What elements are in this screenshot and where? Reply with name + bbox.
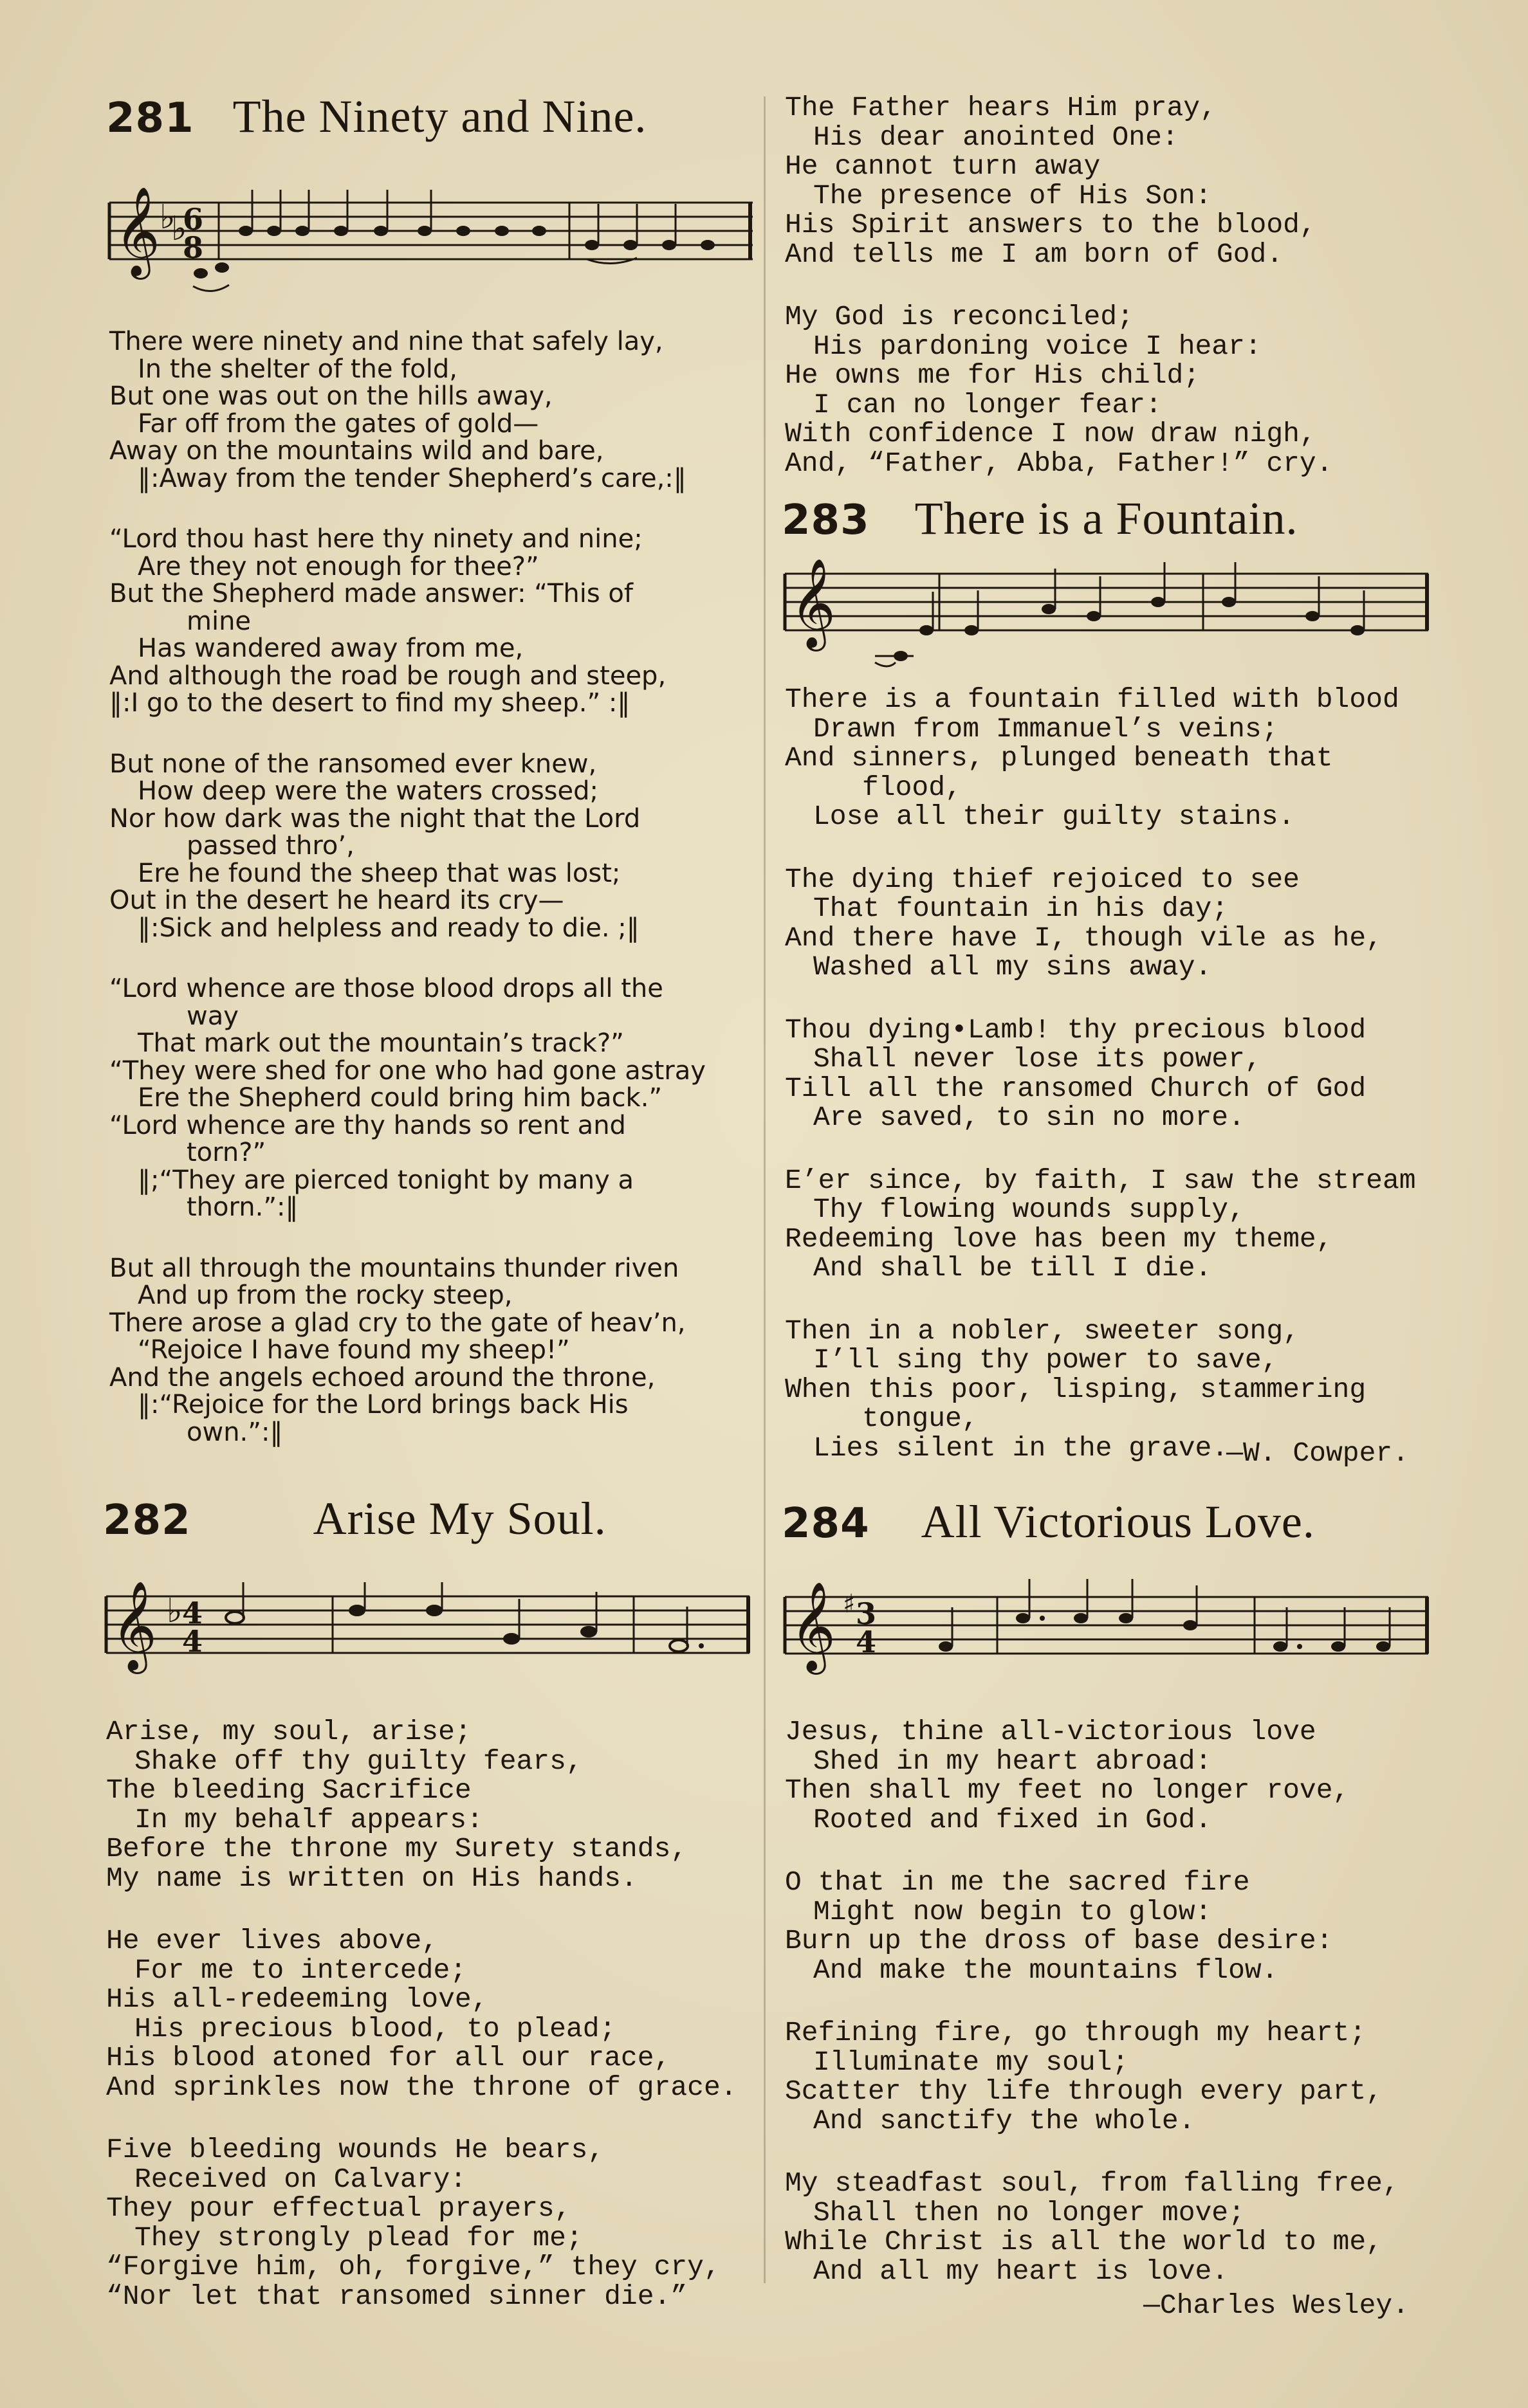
- verse-line: I can no longer fear:: [813, 388, 1162, 421]
- hymn-title: Arise My Soul.: [313, 1493, 607, 1544]
- verse-line: How deep were the waters crossed;: [138, 776, 598, 806]
- hymn-282-continued-verses: [785, 93, 1333, 511]
- verse-line: His dear anointed One:: [813, 121, 1179, 153]
- verse-line: Shall then no longer move;: [813, 2196, 1245, 2229]
- svg-text:4: 4: [856, 1625, 877, 1659]
- hymn-title: There is a Fountain.: [914, 493, 1298, 544]
- verse-line: He owns me for His child;: [785, 360, 1201, 391]
- verse-line: “Rejoice I have found my sheep!”: [138, 1335, 570, 1365]
- verse-line: And, “Father, Abba, Father!” cry.: [785, 447, 1333, 479]
- verse-3: [785, 1016, 1416, 1133]
- verse-line: In the shelter of the fold,: [138, 354, 457, 384]
- verse-line: ‖:Away from the tender Shepherd’s care,:‖: [138, 463, 686, 493]
- verse-line: When this poor, lisping, stammering: [785, 1373, 1367, 1405]
- verse-line: “Lord whence are thy hands so rent and: [109, 1110, 626, 1140]
- verse-2: [106, 1926, 737, 2102]
- verse-line: ‖:Sick and helpless and ready to die. ;‖: [138, 913, 640, 943]
- verse-line: And the angels echoed around the throne,: [109, 1362, 656, 1392]
- verse-line: And tells me I am born of God.: [785, 238, 1284, 270]
- verse-line: Out in the desert he heard its cry—: [109, 886, 564, 915]
- verse-line: Far off from the gates of gold—: [138, 408, 539, 439]
- verse-line: passed thro’,: [187, 831, 354, 861]
- verse-line: And there have I, though vile as he,: [785, 922, 1383, 954]
- verse-line: Received on Calvary:: [134, 2163, 467, 2195]
- svg-text:𝄞: 𝄞: [790, 560, 836, 648]
- verse-line: He cannot turn away: [785, 150, 1101, 182]
- verse-line: And shall be till I die.: [813, 1252, 1212, 1284]
- svg-text:3: 3: [856, 1596, 877, 1631]
- column-divider: [764, 96, 766, 2283]
- verse-line: Lies silent in the grave.: [813, 1432, 1229, 1464]
- verse-line: flood,: [862, 771, 962, 803]
- hymn-284-music-staff: [778, 1579, 1435, 1682]
- verse-line: But one was out on the hills away,: [109, 381, 553, 411]
- verse-line: Shake off thy guilty fears,: [134, 1745, 583, 1777]
- hymn-284-header: [782, 1495, 1315, 1549]
- verse-line: ‖:“Rejoice for the Lord brings back His: [138, 1390, 629, 1419]
- hymn-283-header: [782, 492, 1298, 545]
- verse-line: His all-redeeming love,: [106, 1984, 488, 2015]
- svg-text:4: 4: [182, 1624, 203, 1659]
- verse-line: That mark out the mountain’s track?”: [138, 1028, 624, 1058]
- verse-line: And although the road be rough and steep,: [109, 661, 667, 691]
- verse-line: My God is reconciled;: [785, 301, 1134, 333]
- verse-line: They pour effectual prayers,: [106, 2193, 571, 2224]
- verse-line: The bleeding Sacrifice: [106, 1774, 472, 1806]
- verse-line: And sprinkles now the throne of grace.: [106, 2071, 737, 2103]
- verse-line: Has wandered away from me,: [138, 634, 524, 663]
- hymn-281-header: [106, 90, 647, 143]
- verse-line: thorn.”:‖: [187, 1192, 299, 1222]
- verse-line: O that in me the sacred fire: [785, 1866, 1250, 1898]
- verse-line: “Lord whence are those blood drops all the: [109, 974, 663, 1003]
- verse-1: [785, 1717, 1399, 1834]
- verse-line: Refining fire, go through my heart;: [785, 2017, 1367, 2048]
- hymn-282-music-staff: [100, 1582, 756, 1685]
- verse-3: [109, 751, 706, 942]
- verse-line: The presence of His Son:: [813, 179, 1212, 212]
- hymn-282-header: [103, 1492, 607, 1546]
- hymn-281-verses: [109, 328, 706, 1479]
- verse-line: His precious blood, to plead;: [134, 2012, 616, 2045]
- verse-line: That fountain in his day;: [813, 893, 1229, 924]
- hymn-284-verses: [785, 1717, 1399, 2286]
- verse-line: “They were shed for one who had gone astray: [109, 1055, 706, 1086]
- verse-line: Ere he found the sheep that was lost;: [138, 858, 621, 888]
- verse-line: His pardoning voice I hear:: [813, 330, 1262, 362]
- hymn-title: The Ninety and Nine.: [232, 91, 647, 142]
- verse-line: But all through the mountains thunder riven: [109, 1253, 679, 1283]
- verse-line: Washed all my sins away.: [813, 951, 1212, 983]
- verse-line: way: [187, 1001, 239, 1031]
- verse-line: And up from the rocky steep,: [138, 1281, 513, 1310]
- verse-4: [785, 93, 1333, 269]
- verse-line: Might now begin to glow:: [813, 1895, 1212, 1928]
- verse-line: Thy flowing wounds supply,: [813, 1194, 1245, 1225]
- hymn-number: 282: [103, 1497, 191, 1544]
- verse-5: [109, 1255, 706, 1446]
- svg-text:♭: ♭: [171, 210, 187, 248]
- verse-line: mine: [187, 606, 252, 636]
- verse-line: Before the throne my Surety stands,: [106, 1833, 688, 1865]
- hymn-282-verses: [106, 1717, 737, 2344]
- verse-line: With confidence I now draw nigh,: [785, 418, 1316, 450]
- svg-text:𝄞: 𝄞: [790, 1582, 836, 1671]
- verse-1: [109, 328, 706, 492]
- verse-line: ‖;“They are pierced tonight by many a: [138, 1165, 634, 1195]
- verse-3: [785, 2018, 1399, 2135]
- verse-line: ‖:I go to the desert to find my sheep.” :‖: [109, 688, 631, 718]
- verse-line: And make the mountains flow.: [813, 1954, 1278, 1986]
- svg-text:♯: ♯: [843, 1589, 856, 1619]
- verse-line: Drawn from Immanuel’s veins;: [813, 713, 1278, 745]
- verse-line: torn?”: [187, 1138, 266, 1167]
- verse-4: [785, 1166, 1416, 1283]
- verse-line: But none of the ransomed ever knew,: [109, 749, 597, 779]
- verse-1: [785, 685, 1416, 832]
- verse-line: Jesus, thine all-victorious love: [785, 1716, 1316, 1747]
- verse-line: Thou dying•Lamb! thy precious blood: [785, 1014, 1367, 1046]
- svg-text:6: 6: [183, 202, 204, 237]
- verse-line: Are they not enough for thee?”: [138, 551, 539, 581]
- verse-line: Nor how dark was the night that the Lord: [109, 803, 641, 834]
- verse-line: His blood atoned for all our race,: [106, 2042, 671, 2074]
- svg-text:𝄞: 𝄞: [111, 1582, 157, 1670]
- verse-line: The Father hears Him pray,: [785, 92, 1217, 123]
- verse-line: My steadfast soul, from falling free,: [785, 2167, 1399, 2199]
- verse-line: “Nor let that ransomed sinner die.”: [106, 2280, 688, 2312]
- verse-line: While Christ is all the world to me,: [785, 2226, 1383, 2258]
- verse-line: For me to intercede;: [134, 1954, 467, 1986]
- verse-line: Scatter thy life through every part,: [785, 2075, 1383, 2107]
- verse-line: Redeeming love has been my theme,: [785, 1223, 1333, 1255]
- svg-text:♭: ♭: [160, 198, 176, 237]
- verse-3: [106, 2135, 737, 2311]
- hymn-number: 281: [106, 95, 194, 142]
- verse-line: There arose a glad cry to the gate of heav’n,: [109, 1308, 686, 1338]
- verse-2: [109, 525, 706, 717]
- hymn-title: All Victorious Love.: [921, 1496, 1315, 1547]
- verse-5: [785, 302, 1333, 478]
- verse-line: tongue,: [862, 1403, 979, 1434]
- verse-line: There is a fountain filled with blood: [785, 684, 1399, 715]
- verse-line: Then in a nobler, sweeter song,: [785, 1315, 1300, 1347]
- verse-2: [785, 865, 1416, 982]
- verse-line: Arise, my soul, arise;: [106, 1716, 472, 1747]
- verse-line: Away on the mountains wild and bare,: [109, 436, 604, 466]
- svg-text:♭: ♭: [167, 1592, 183, 1630]
- verse-line: Then shall my feet no longer rove,: [785, 1774, 1350, 1806]
- svg-text:𝄞: 𝄞: [115, 187, 160, 276]
- verse-line: I’ll sing thy power to save,: [813, 1344, 1278, 1376]
- verse-line: Five bleeding wounds He bears,: [106, 2134, 605, 2166]
- hymn-283-music-staff: [778, 560, 1435, 675]
- verse-line: Lose all their guilty stains.: [813, 801, 1295, 832]
- verse-line: Till all the ransomed Church of God: [785, 1072, 1367, 1104]
- verse-line: And sinners, plunged beneath that: [785, 742, 1333, 774]
- verse-line: But the Shepherd made answer: “This of: [109, 579, 633, 608]
- verse-line: And sanctify the whole.: [813, 2104, 1195, 2137]
- verse-line: His Spirit answers to the blood,: [785, 209, 1316, 241]
- verse-line: Shed in my heart abroad:: [813, 1745, 1212, 1777]
- verse-line: Shall never lose its power,: [813, 1043, 1262, 1075]
- hymn-283-verses: [785, 685, 1416, 1463]
- hymn-281-music-staff: [103, 183, 759, 299]
- verse-line: own.”:‖: [187, 1417, 283, 1447]
- verse-line: Are saved, to sin no more.: [813, 1102, 1245, 1133]
- verse-2: [785, 1868, 1399, 1985]
- verse-line: Burn up the dross of base desire:: [785, 1925, 1333, 1957]
- verse-line: Illuminate my soul;: [813, 2046, 1129, 2078]
- verse-line: And all my heart is love.: [813, 2255, 1229, 2287]
- verse-line: The dying thief rejoiced to see: [785, 863, 1300, 895]
- svg-text:4: 4: [182, 1596, 203, 1630]
- verse-line: Rooted and fixed in God.: [813, 1803, 1212, 1836]
- verse-line: Ere the Shepherd could bring him back.”: [138, 1083, 663, 1113]
- verse-4: [109, 975, 706, 1221]
- hymn-number: 284: [782, 1500, 870, 1547]
- verse-4: [785, 2169, 1399, 2286]
- verse-line: My name is written on His hands.: [106, 1862, 638, 1894]
- verse-line: In my behalf appears:: [134, 1803, 483, 1836]
- verse-line: There were ninety and nine that safely lay,: [109, 327, 663, 356]
- verse-line: They strongly plead for me;: [134, 2221, 583, 2254]
- hymn-284-attribution: —Charles Wesley.: [1143, 2290, 1409, 2321]
- svg-text:8: 8: [183, 230, 204, 265]
- verse-line: “Forgive him, oh, forgive,” they cry,: [106, 2251, 721, 2283]
- verse-1: [106, 1717, 737, 1893]
- hymn-number: 283: [782, 497, 870, 544]
- verse-line: He ever lives above,: [106, 1925, 439, 1957]
- hymn-283-attribution: —W. Cowper.: [1226, 1437, 1409, 1469]
- verse-line: “Lord thou hast here thy ninety and nine;: [109, 524, 643, 554]
- verse-line: E’er since, by faith, I saw the stream: [785, 1164, 1416, 1196]
